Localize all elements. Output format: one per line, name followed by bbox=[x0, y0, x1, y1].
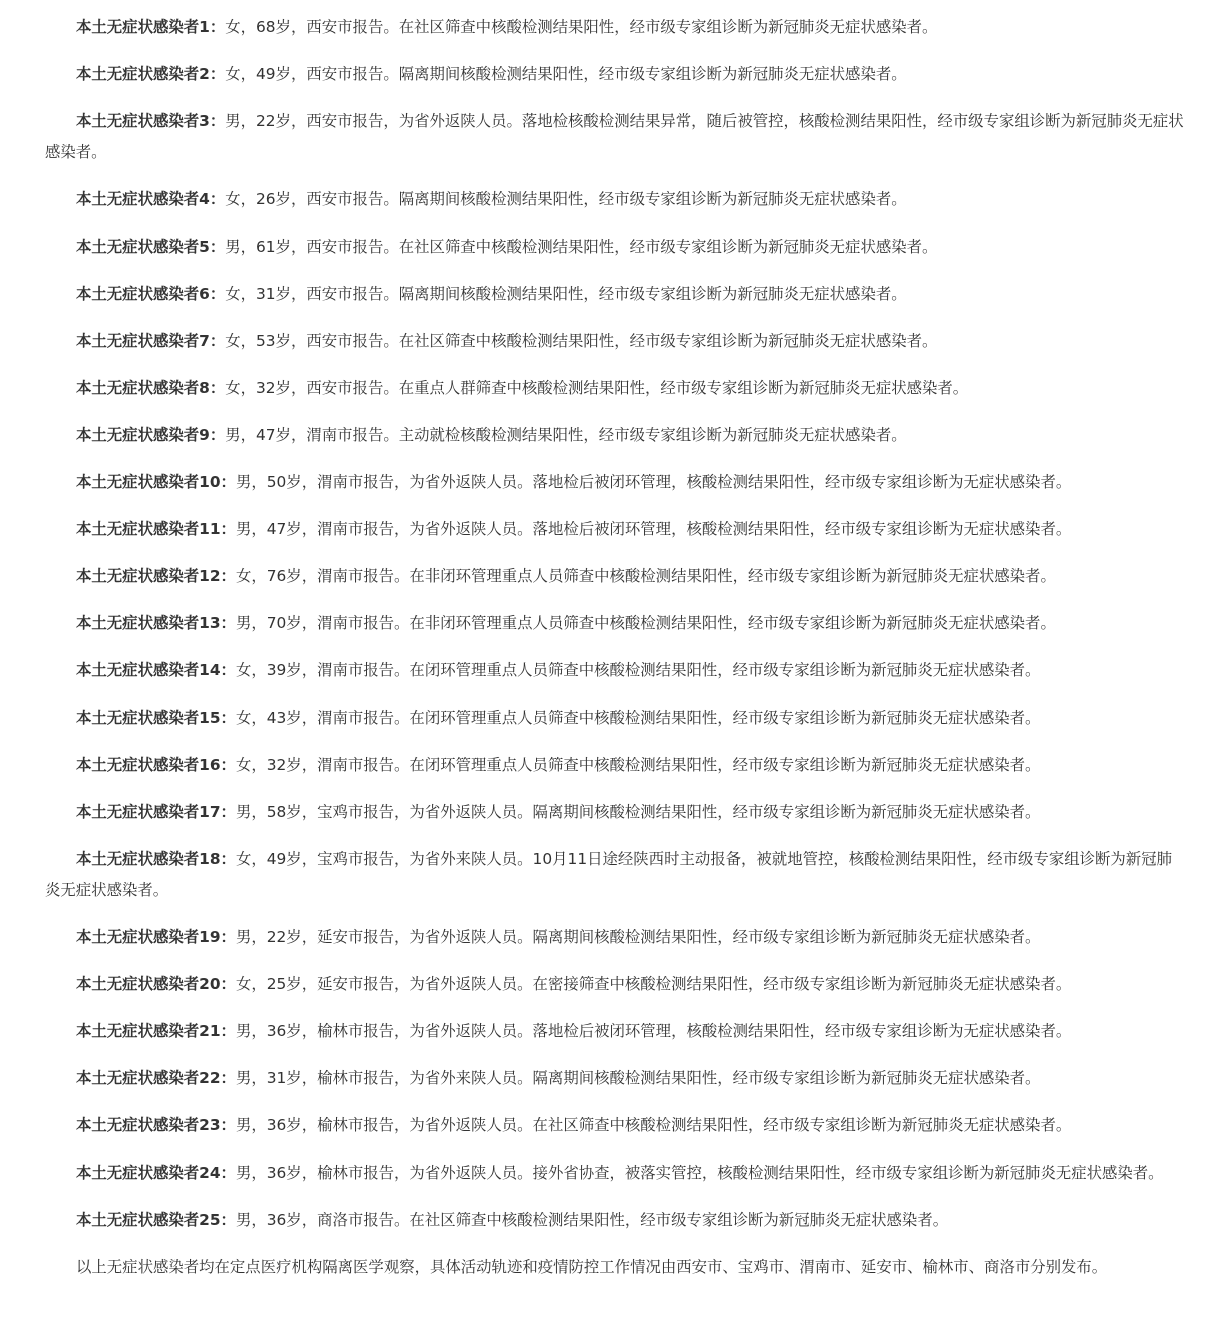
case-paragraph bbox=[45, 12, 1185, 43]
case-text: 女，43岁，渭南市报告。在闭环管理重点人员筛查中核酸检测结果阳性，经市级专家组诊断为新冠肺炎无症状感染者。 bbox=[235, 708, 1041, 727]
case-text: 女，32岁，西安市报告。在重点人群筛查中核酸检测结果阳性，经市级专家组诊断为新冠肺炎无症状感染者。 bbox=[225, 378, 969, 397]
case-paragraph bbox=[45, 969, 1185, 1000]
case-label: 本土无症状感染者7： bbox=[76, 331, 226, 350]
article-body bbox=[45, 12, 1185, 1299]
case-text: 女，25岁，延安市报告，为省外返陕人员。在密接筛查中核酸检测结果阳性，经市级专家组诊断为新冠肺炎无症状感染者。 bbox=[235, 975, 1072, 994]
case-text: 女，26岁，西安市报告。隔离期间核酸检测结果阳性，经市级专家组诊断为新冠肺炎无症状感染者。 bbox=[225, 190, 907, 209]
case-text: 女，32岁，渭南市报告。在闭环管理重点人员筛查中核酸检测结果阳性，经市级专家组诊断为新冠肺炎无症状感染者。 bbox=[235, 755, 1041, 774]
case-text: 男，47岁，渭南市报告。主动就检核酸检测结果阳性，经市级专家组诊断为新冠肺炎无症状感染者。 bbox=[225, 425, 907, 444]
case-label: 本土无症状感染者10： bbox=[76, 473, 236, 492]
case-label: 本土无症状感染者4： bbox=[76, 190, 226, 209]
case-paragraph bbox=[45, 184, 1185, 215]
case-text: 男，31岁，榆林市报告，为省外来陕人员。隔离期间核酸检测结果阳性，经市级专家组诊断为新冠肺炎无症状感染者。 bbox=[235, 1069, 1041, 1088]
case-paragraph bbox=[45, 922, 1185, 953]
case-text: 男，50岁，渭南市报告，为省外返陕人员。落地检后被闭环管理，核酸检测结果阳性，经市级专家组诊断为无症状感染者。 bbox=[235, 473, 1072, 492]
case-text: 女，68岁，西安市报告。在社区筛查中核酸检测结果阳性，经市级专家组诊断为新冠肺炎无症状感染者。 bbox=[225, 18, 938, 36]
case-text: 男，36岁，榆林市报告，为省外返陕人员。接外省协查，被落实管控，核酸检测结果阳性，经市级专家组诊断为新冠肺炎无症状感染者。 bbox=[235, 1163, 1164, 1182]
case-paragraph bbox=[45, 1110, 1185, 1141]
case-label: 本土无症状感染者9： bbox=[76, 425, 226, 444]
case-paragraph bbox=[45, 514, 1185, 545]
case-text: 女，49岁，宝鸡市报告，为省外来陕人员。10月11日途经陕西时主动报备，被就地管控，核酸检测结果阳性，经市级专家组诊断为新冠肺炎无症状感染者。 bbox=[45, 849, 1172, 899]
closing-paragraph: 以上无症状感染者均在定点医疗机构隔离医学观察，具体活动轨迹和疫情防控工作情况由西安市、宝鸡市、渭南市、延安市、榆林市、商洛市分别发布。 bbox=[76, 1257, 1108, 1276]
case-paragraph bbox=[45, 232, 1185, 263]
case-paragraph bbox=[45, 844, 1185, 906]
case-text: 女，76岁，渭南市报告。在非闭环管理重点人员筛查中核酸检测结果阳性，经市级专家组诊断为新冠肺炎无症状感染者。 bbox=[235, 567, 1056, 586]
case-paragraph bbox=[45, 326, 1185, 357]
case-text: 女，31岁，西安市报告。隔离期间核酸检测结果阳性，经市级专家组诊断为新冠肺炎无症状感染者。 bbox=[225, 284, 907, 303]
case-label: 本土无症状感染者15： bbox=[76, 708, 236, 727]
case-paragraph bbox=[45, 1016, 1185, 1047]
case-text: 男，22岁，西安市报告，为省外返陕人员。落地检核酸检测结果异常，随后被管控，核酸检测结果阳性，经市级专家组诊断为新冠肺炎无症状感染者。 bbox=[45, 112, 1184, 162]
case-text: 男，70岁，渭南市报告。在非闭环管理重点人员筛查中核酸检测结果阳性，经市级专家组诊断为新冠肺炎无症状感染者。 bbox=[235, 614, 1056, 633]
case-paragraph bbox=[45, 703, 1185, 734]
case-label: 本土无症状感染者1： bbox=[76, 18, 226, 36]
case-paragraph bbox=[45, 561, 1185, 592]
case-text: 女，53岁，西安市报告。在社区筛查中核酸检测结果阳性，经市级专家组诊断为新冠肺炎无症状感染者。 bbox=[225, 331, 938, 350]
case-text: 男，47岁，渭南市报告，为省外返陕人员。落地检后被闭环管理，核酸检测结果阳性，经市级专家组诊断为无症状感染者。 bbox=[235, 520, 1072, 539]
case-paragraph bbox=[45, 59, 1185, 90]
case-label: 本土无症状感染者2： bbox=[76, 65, 226, 84]
case-paragraph bbox=[45, 467, 1185, 498]
case-paragraph bbox=[45, 608, 1185, 639]
case-text: 女，39岁，渭南市报告。在闭环管理重点人员筛查中核酸检测结果阳性，经市级专家组诊断为新冠肺炎无症状感染者。 bbox=[235, 661, 1041, 680]
case-paragraph bbox=[45, 1158, 1185, 1189]
case-paragraph bbox=[45, 797, 1185, 828]
case-text: 男，36岁，榆林市报告，为省外返陕人员。在社区筛查中核酸检测结果阳性，经市级专家组诊断为新冠肺炎无症状感染者。 bbox=[235, 1116, 1072, 1135]
case-paragraph bbox=[45, 106, 1185, 168]
case-label: 本土无症状感染者20： bbox=[76, 975, 236, 994]
case-label: 本土无症状感染者8： bbox=[76, 378, 226, 397]
case-label: 本土无症状感染者17： bbox=[76, 802, 236, 821]
case-text: 男，58岁，宝鸡市报告，为省外返陕人员。隔离期间核酸检测结果阳性，经市级专家组诊断为新冠肺炎无症状感染者。 bbox=[235, 802, 1041, 821]
case-paragraph bbox=[45, 279, 1185, 310]
case-text: 男，61岁，西安市报告。在社区筛查中核酸检测结果阳性，经市级专家组诊断为新冠肺炎无症状感染者。 bbox=[225, 237, 938, 256]
case-label: 本土无症状感染者6： bbox=[76, 284, 226, 303]
case-paragraph bbox=[45, 750, 1185, 781]
case-text: 男，36岁，榆林市报告，为省外返陕人员。落地检后被闭环管理，核酸检测结果阳性，经市级专家组诊断为无症状感染者。 bbox=[235, 1022, 1072, 1041]
case-label: 本土无症状感染者22： bbox=[76, 1069, 236, 1088]
case-paragraph bbox=[45, 373, 1185, 404]
case-text: 女，49岁，西安市报告。隔离期间核酸检测结果阳性，经市级专家组诊断为新冠肺炎无症状感染者。 bbox=[225, 65, 907, 84]
case-label: 本土无症状感染者23： bbox=[76, 1116, 236, 1135]
case-paragraph bbox=[45, 1205, 1185, 1236]
case-label: 本土无症状感染者3： bbox=[76, 112, 226, 131]
case-text: 男，36岁，商洛市报告。在社区筛查中核酸检测结果阳性，经市级专家组诊断为新冠肺炎无症状感染者。 bbox=[235, 1210, 949, 1229]
case-paragraph bbox=[45, 1063, 1185, 1094]
case-label: 本土无症状感染者13： bbox=[76, 614, 236, 633]
case-label: 本土无症状感染者14： bbox=[76, 661, 236, 680]
case-label: 本土无症状感染者21： bbox=[76, 1022, 236, 1041]
case-text: 男，22岁，延安市报告，为省外返陕人员。隔离期间核酸检测结果阳性，经市级专家组诊断为新冠肺炎无症状感染者。 bbox=[235, 928, 1041, 947]
case-label: 本土无症状感染者19： bbox=[76, 928, 236, 947]
case-paragraph bbox=[45, 655, 1185, 686]
case-label: 本土无症状感染者16： bbox=[76, 755, 236, 774]
case-label: 本土无症状感染者24： bbox=[76, 1163, 236, 1182]
case-label: 本土无症状感染者25： bbox=[76, 1210, 236, 1229]
case-label: 本土无症状感染者18： bbox=[76, 849, 236, 868]
case-label: 本土无症状感染者12： bbox=[76, 567, 236, 586]
case-label: 本土无症状感染者11： bbox=[76, 520, 236, 539]
case-label: 本土无症状感染者5： bbox=[76, 237, 226, 256]
case-paragraph bbox=[45, 420, 1185, 451]
